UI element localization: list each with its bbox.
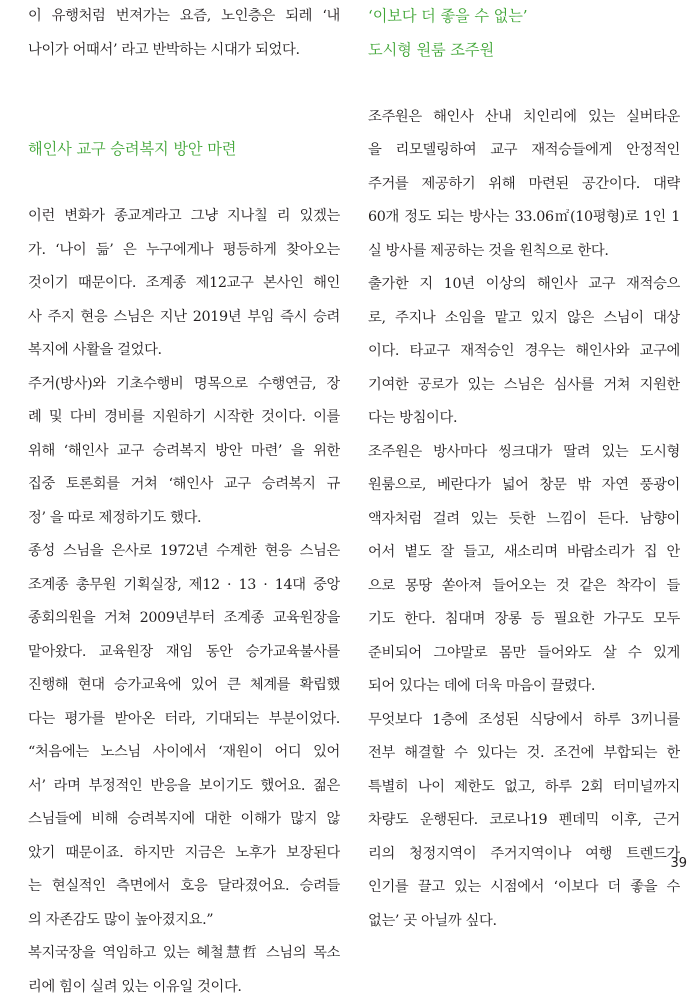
text-line: 주거(방사)와 기초수행비 명목으로 수행연금, 장 — [28, 368, 340, 402]
text-line: “처음에는 노스님 사이에서 ‘재원이 어디 있어 — [28, 736, 340, 770]
text-line: 종성 스님을 은사로 1972년 수계한 현응 스님은 — [28, 535, 340, 569]
text-line: 맡아왔다. 교육원장 재임 동안 승가교육불사를 — [28, 636, 340, 670]
text-line: 주거를 제공하기 위해 마련된 공간이다. 대략 — [368, 168, 680, 202]
text-line: 복지에 사활을 걸었다. — [28, 334, 340, 368]
text-line: 60개 정도 되는 방사는 33.06㎡(10평형)로 1인 1 — [368, 201, 680, 235]
text-line: 사 주지 현응 스님은 지난 2019년 부임 즉시 승려 — [28, 301, 340, 335]
text-line: 기도 한다. 침대며 장롱 등 필요한 가구도 모두 — [368, 603, 680, 637]
text-line: 종회의원을 거쳐 2009년부터 조계종 교육원장을 — [28, 602, 340, 636]
text-line: 진행해 현대 승가교육에 있어 큰 체계를 확립했 — [28, 669, 340, 703]
text-line: 다는 평가를 받아온 터라, 기대되는 부분이었다. — [28, 703, 340, 737]
text-line: 조주원은 해인사 산내 치인리에 있는 실버타운 — [368, 101, 680, 135]
text-line: ‘이보다 더 좋을 수 없는’ — [368, 0, 680, 34]
right-body-text — [368, 101, 680, 939]
left-body-text — [28, 200, 340, 1004]
text-line: 을 리모델링하여 교구 재적승들에게 안정적인 — [368, 134, 680, 168]
text-line: 이런 변화가 종교계라고 그냥 지나칠 리 있겠는 — [28, 200, 340, 234]
text-line: 집중 토론회를 거쳐 ‘해인사 교구 승려복지 규 — [28, 468, 340, 502]
text-line: 나이가 어때서’ 라고 반박하는 시대가 되었다. — [28, 34, 340, 68]
text-line: 특별히 나이 제한도 없고, 하루 2회 터미널까지 — [368, 771, 680, 805]
text-line: 출가한 지 10년 이상의 해인사 교구 재적승으 — [368, 268, 680, 302]
text-line: 준비되어 그야말로 몸만 들어와도 살 수 있게 — [368, 637, 680, 671]
text-line: 리의 청정지역이 주거지역이나 여행 트렌드가 — [368, 838, 680, 872]
text-line: 조계종 총무원 기획실장, 제12 · 13 · 14대 중앙 — [28, 569, 340, 603]
text-line: 례 및 다비 경비를 지원하기 시작한 것이다. 이를 — [28, 401, 340, 435]
text-line: 액자처럼 걸려 있는 듯한 느낌이 든다. 남향이 — [368, 503, 680, 537]
text-line: 으로 몽땅 쏟아져 들어오는 것 같은 착각이 들 — [368, 570, 680, 604]
text-line: 의 자존감도 많이 높아졌지요.” — [28, 904, 340, 938]
section-heading: 해인사 교구 승려복지 방안 마련 — [28, 133, 340, 167]
text-line: 로, 주지나 소임을 맡고 있지 않은 스님이 대상 — [368, 302, 680, 336]
text-line: 가. ‘나이 듦’ 은 누구에게나 평등하게 찾아오는 — [28, 234, 340, 268]
right-column — [368, 0, 680, 938]
text-line: 어서 볕도 잘 들고, 새소리며 바람소리가 집 안 — [368, 536, 680, 570]
text-line: 원룸으로, 베란다가 넓어 창문 밖 자연 풍광이 — [368, 469, 680, 503]
text-line: 것이기 때문이다. 조계종 제12교구 본사인 해인 — [28, 267, 340, 301]
text-line: 다는 방침이다. — [368, 402, 680, 436]
text-line: 정’ 을 따로 제정하기도 했다. — [28, 502, 340, 536]
text-line: 는 현실적인 측면에서 호응 달라졌어요. 승려들 — [28, 870, 340, 904]
right-section-heading — [368, 0, 680, 67]
intro-paragraph — [28, 0, 340, 67]
text-line: 서’ 라며 부정적인 반응을 보이기도 했어요. 젊은 — [28, 770, 340, 804]
text-line: 무엇보다 1층에 조성된 식당에서 하루 3끼니를 — [368, 704, 680, 738]
page-number: 39 — [670, 856, 687, 871]
text-line: 기여한 공로가 있는 스님은 심사를 거쳐 지원한 — [368, 369, 680, 403]
text-line: 이다. 타교구 재적승인 경우는 해인사와 교구에 — [368, 335, 680, 369]
text-line: 았기 때문이죠. 하지만 지금은 노후가 보장된다 — [28, 837, 340, 871]
text-line: 스님들에 비해 승려복지에 대한 이해가 많지 않 — [28, 803, 340, 837]
text-line: 되어 있다는 데에 더욱 마음이 끌렸다. — [368, 670, 680, 704]
text-line: 실 방사를 제공하는 것을 원칙으로 한다. — [368, 235, 680, 269]
text-line: 이 유행처럼 번져가는 요즘, 노인층은 되레 ‘내 — [28, 0, 340, 34]
text-line: 복지국장을 역임하고 있는 혜철慧哲 스님의 목소 — [28, 937, 340, 971]
text-line: 없는’ 곳 아닐까 싶다. — [368, 905, 680, 939]
text-line: 인기를 끌고 있는 시점에서 ‘이보다 더 좋을 수 — [368, 871, 680, 905]
text-line: 전부 해결할 수 있다는 것. 조건에 부합되는 한 — [368, 737, 680, 771]
text-line: 차량도 운행된다. 코로나19 펜데믹 이후, 근거 — [368, 804, 680, 838]
text-line: 리에 힘이 실려 있는 이유일 것이다. — [28, 971, 340, 1004]
text-line: 조주원은 방사마다 씽크대가 딸려 있는 도시형 — [368, 436, 680, 470]
left-column — [28, 0, 340, 1004]
text-line: 도시형 원룸 조주원 — [368, 34, 680, 68]
text-line: 위해 ‘해인사 교구 승려복지 방안 마련’ 을 위한 — [28, 435, 340, 469]
